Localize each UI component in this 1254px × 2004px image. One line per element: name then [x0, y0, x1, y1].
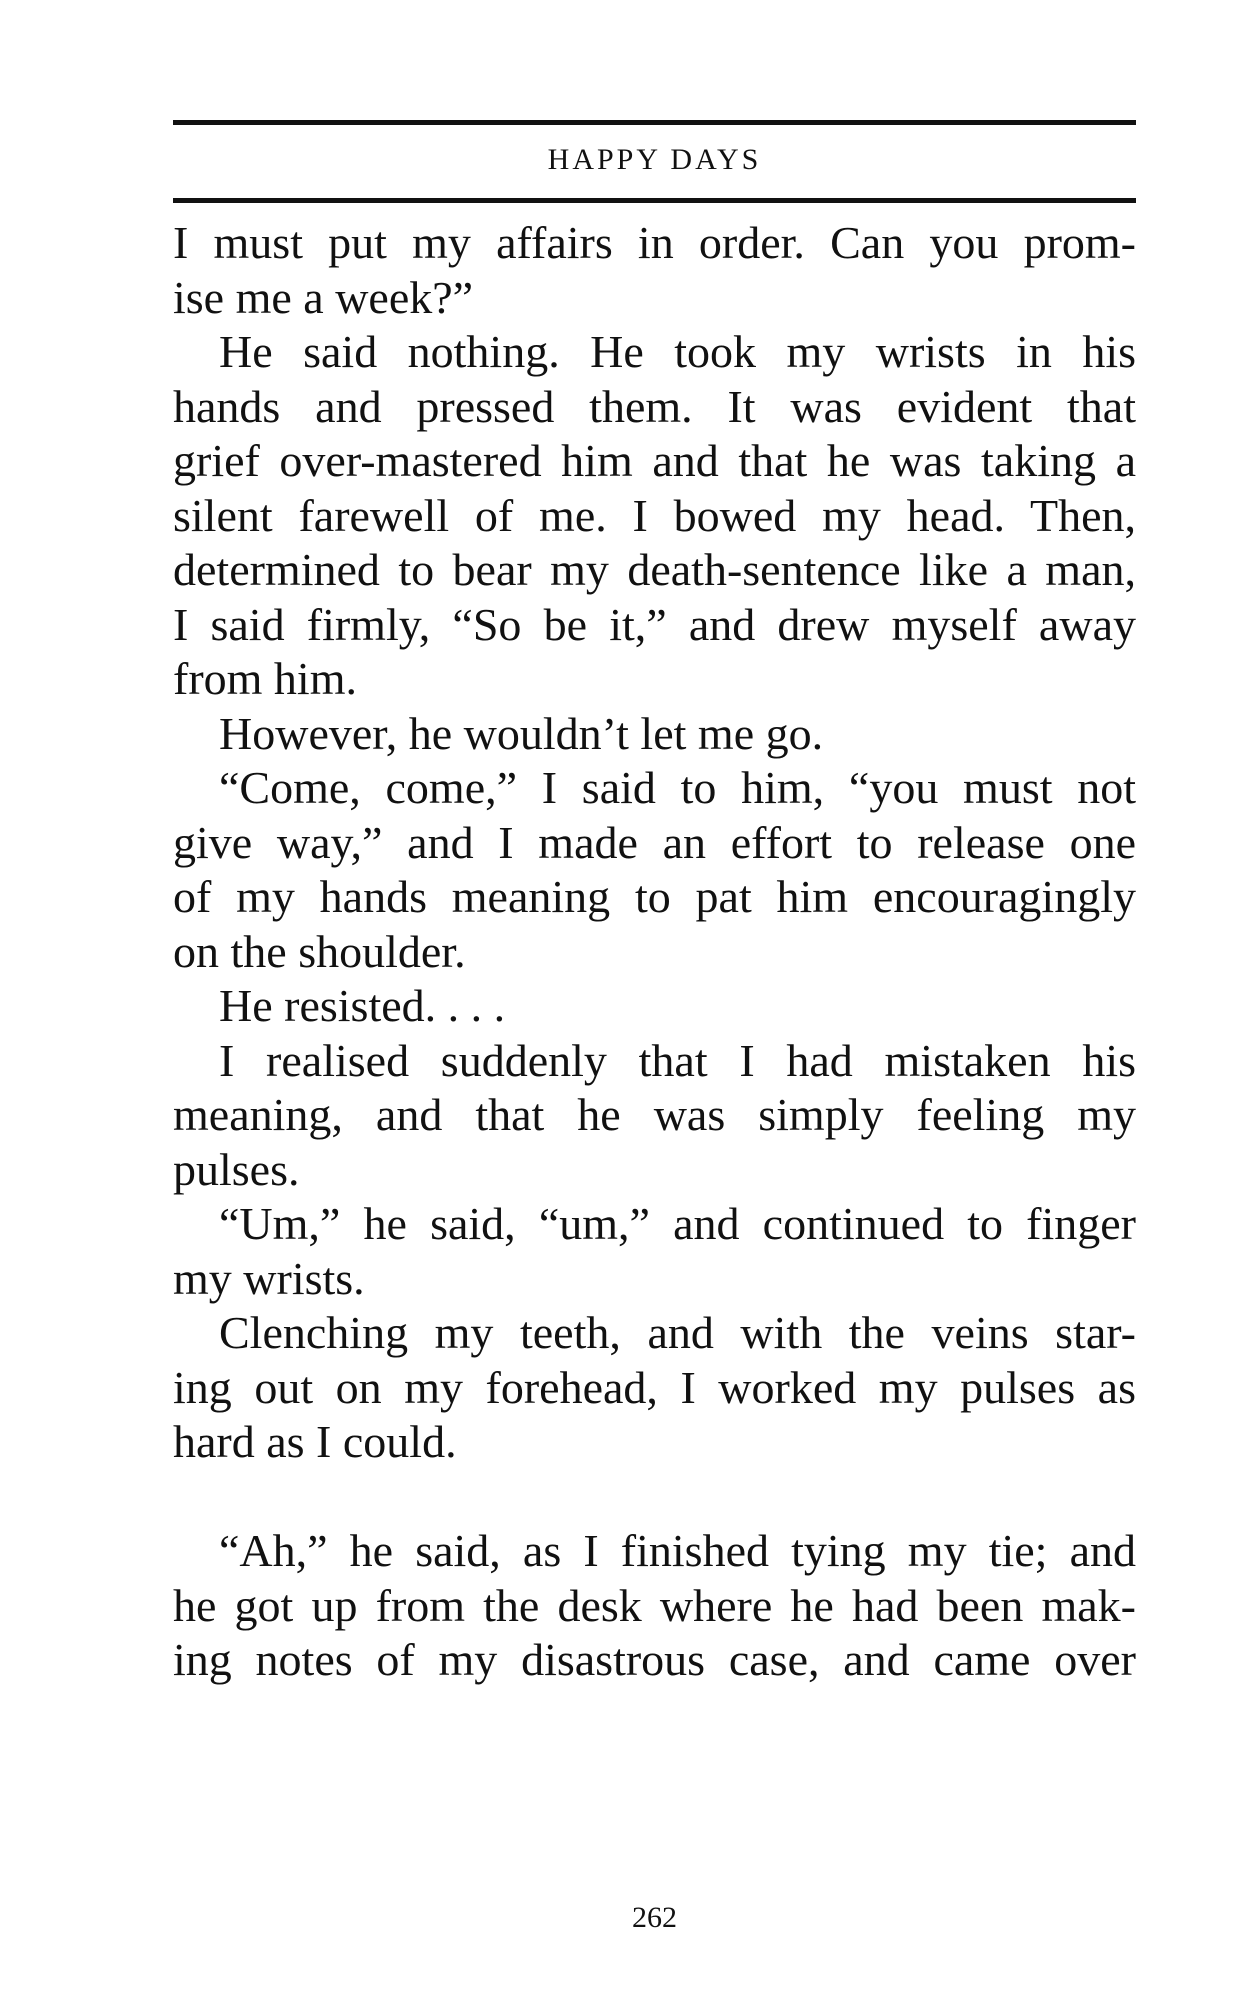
text-line: hard as I could. [173, 1416, 457, 1467]
text-line: determined to bear my death-sentence like a man, [173, 544, 1136, 595]
text-line: meaning, and that he was simply feeling my [173, 1089, 1136, 1140]
text-line: I realised suddenly that I had mistaken his [219, 1034, 1136, 1086]
text-line: my wrists. [173, 1252, 365, 1304]
text-line: from him. [173, 653, 357, 704]
text-line: on the shoulder. [173, 925, 466, 977]
text-line: ing out on my forehead, I worked my pulses as [173, 1361, 1136, 1413]
text-line: “Ah,” he said, as I finished tying my tie; and [219, 1525, 1136, 1576]
text-line: He resisted. . . . [219, 980, 506, 1031]
text-line: I must put my affairs in order. Can you prom- [173, 217, 1136, 268]
text-line: hands and pressed them. It was evident that [173, 380, 1136, 432]
text-line: He said nothing. He took my wrists in his [219, 326, 1136, 377]
text-line: ise me a week?” [173, 271, 474, 323]
page-number: 262 [632, 1901, 677, 1934]
section-break [173, 1470, 1136, 1525]
text-line: silent farewell of me. I bowed my head. Then, [173, 489, 1136, 541]
running-head: HAPPY DAYS [547, 143, 762, 176]
text-line: Clenching my teeth, and with the veins star- [219, 1307, 1136, 1358]
text-line: of my hands meaning to pat him encouragingly [173, 871, 1136, 922]
text-line: ing notes of my disastrous case, and came over [173, 1634, 1136, 1685]
text-line: grief over-mastered him and that he was taking a [173, 435, 1136, 486]
header-rule-bottom [173, 198, 1136, 203]
text-line: give way,” and I made an effort to release one [173, 816, 1136, 868]
text-line: he got up from the desk where he had been mak- [173, 1579, 1136, 1631]
body-text [173, 216, 1136, 1688]
text-line: pulses. [173, 1143, 300, 1195]
text-line: “Um,” he said, “um,” and continued to finger [219, 1198, 1136, 1249]
text-line: “Come, come,” I said to him, “you must not [219, 762, 1136, 813]
text-line: I said firmly, “So be it,” and drew myself away [173, 598, 1136, 650]
text-line: However, he wouldn’t let me go. [219, 707, 824, 759]
header-rule-top [173, 120, 1136, 125]
